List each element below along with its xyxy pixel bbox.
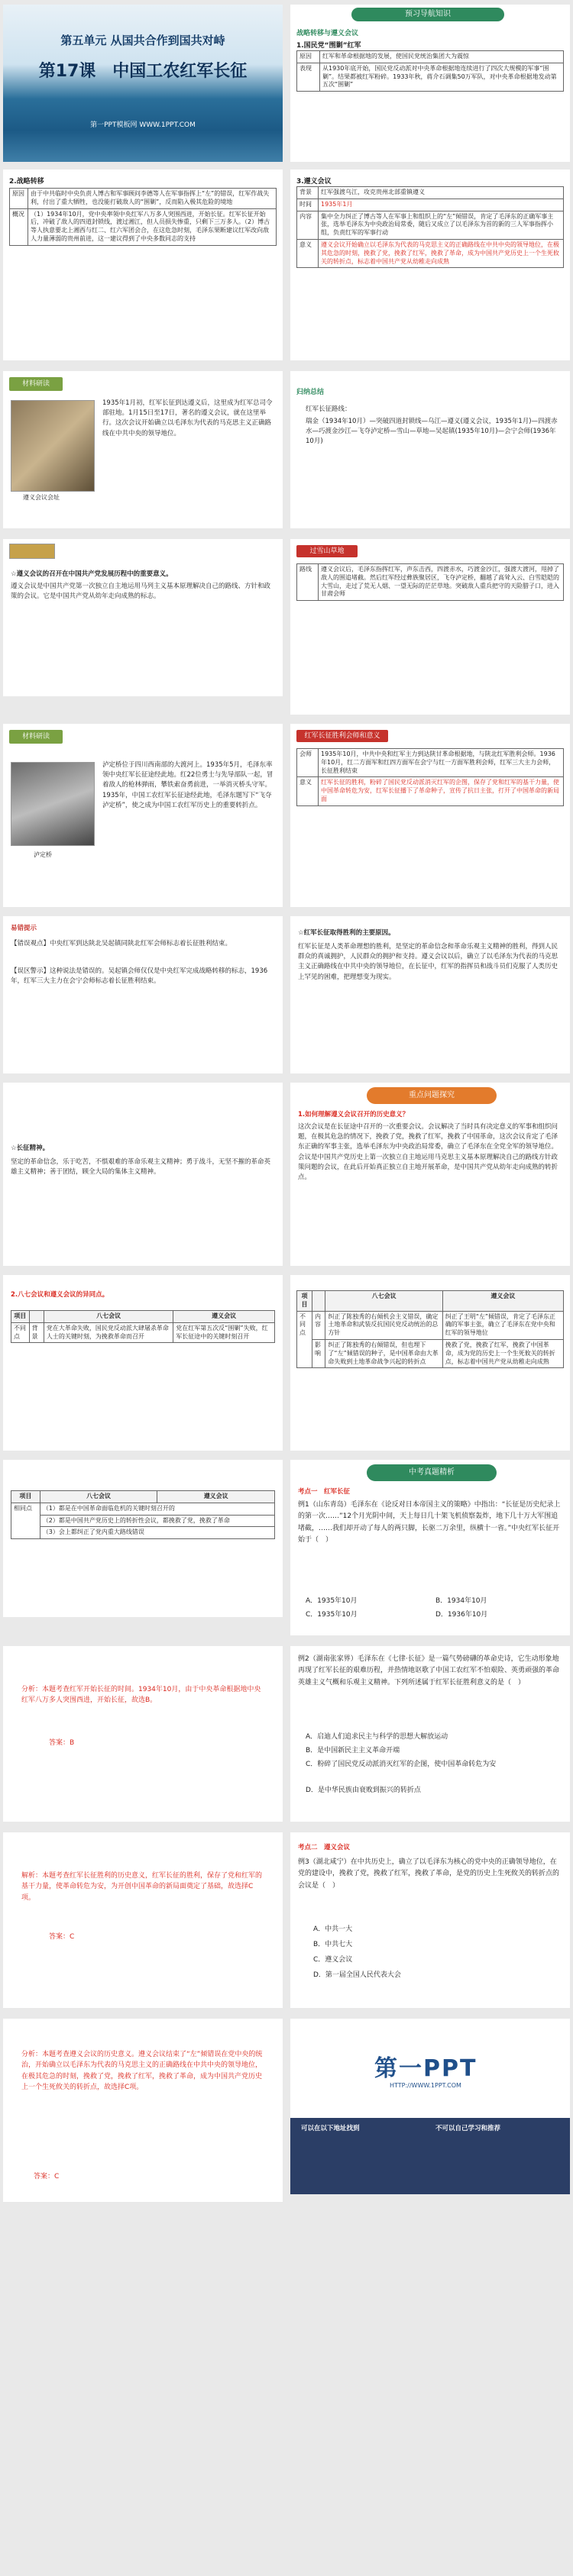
row-value: （1）1934年10月，党中央率领中央红军八万多人突围西进，开始长征。红军长征开始后，冲破了敌人的四道封锁线，渡过湘江，但人员损失惨重，只剩下三万多人。（2）博古等人执意要北上湘西与红二、红六军团会合，在这危急时刻，毛泽东果断建议红军改向敌人力量薄弱的贵州前进，这一建议得到了中央多数同志的支持 — [28, 208, 277, 245]
analysis: 分析：本题考查遵义会议的历史意义。遵义会议结束了“左”倾错误在党中央的统治，开始确立以毛泽东为代表的马克思主义的正确路线在中共中央的领导地位，在极其危急的时刻，挽救了党，挽救了红军，挽救了革命，成为中国共产党历史上一个生死攸关的转折点，故选择C项。 — [21, 2051, 263, 2092]
cell: （1）都是在中国革命面临危机的关键时刻召开的 — [40, 1503, 274, 1515]
paragraph: 坚定的革命信念，乐于吃苦，不惧艰难的革命乐观主义精神；勇于战斗，无坚不摧的革命英雄主义精神；善于团结，顾全大局的集体主义精神。 — [11, 1158, 271, 1177]
row-value: 从1930年底开始，国民党反动派对中央革命根据地连续进行了四次大规模的军事“围剿”。结果都被红军粉碎。1933年秋，蒋介石调集50万军队，对中央革命根据地发动第五次“围剿” — [320, 63, 564, 91]
cell: 党在红军第五次反“围剿”失败，红军长征途中的关键时刻召开 — [173, 1322, 275, 1343]
table — [296, 50, 564, 92]
col-header: 项目 — [11, 1491, 40, 1503]
col-header: 项目 — [11, 1311, 30, 1323]
col-header: 遵义会议 — [157, 1491, 275, 1503]
compare-table — [11, 1490, 275, 1539]
option: D．第一届全国人民代表大会 — [313, 1971, 401, 1979]
paragraph: 1935年1月初，红军长征到达遵义后，这里成为红军总司令部驻地。1月15日至17日，著名的遵义会议，就在这里举行。这次会议开始确立以毛泽东为代表的马克思主义正确路线在中共中央的领导地位。 — [102, 399, 273, 437]
unit-title: 第五单元 从国共合作到国共对峙 — [60, 34, 225, 47]
slide-heading: 2.战略转移 — [9, 178, 44, 186]
slide-exam-1 — [290, 1460, 570, 1635]
compare-table — [11, 1310, 275, 1343]
col-header: 遵义会议 — [173, 1311, 275, 1323]
row-value: 1935年1月 — [319, 199, 564, 211]
option: A．1935年10月 — [306, 1597, 358, 1605]
note-heading: ☆遵义会议的召开在中国共产党发展历程中的重要意义。 — [11, 570, 173, 578]
slide-meeting-victory — [290, 724, 570, 907]
col-header: 项目 — [297, 1291, 312, 1312]
paragraph: 遵义会议是中国共产党第一次独立自主地运用马列主义基本原理解决自己的路线、方针和政策的会议。它是中国共产党从幼年走向成熟的标志。 — [11, 583, 271, 601]
table — [9, 188, 277, 246]
row-label: 不同点 — [11, 1322, 30, 1343]
slide-exam-3 — [290, 1832, 570, 2008]
note-heading: ☆长征精神。 — [11, 1144, 50, 1152]
cell: （3）会上都纠正了党内重大路线错误 — [40, 1527, 274, 1539]
slide-compare-1 — [3, 1275, 283, 1451]
option: C．粉碎了国民党反动派消灭红军的企图，使中国革命转危为安 — [306, 1761, 497, 1768]
analysis: 解析：本题考查红军长征胜利的历史意义，红军长征的胜利，保存了党和红军的基干力量，使革命转危为安，为开创中国革命的新局面奠定了基础，故选择C项。 — [21, 1872, 263, 1902]
slide-reading-zunyi — [3, 371, 283, 528]
photo-caption: 泸定桥 — [34, 851, 52, 858]
col-header: 八七会议 — [44, 1311, 173, 1323]
route-text: 瑞金（1934年10月）—突破四道封锁线—乌江—遵义(遵义会议，1935年1月)—四渡赤水—巧渡金沙江—飞夺泸定桥—雪山—草地—吴起镇(1935年10月)—会宁会师(1936年10月) — [306, 418, 558, 446]
brand-logo: 第一PPT — [374, 2055, 478, 2082]
row-key: 概况 — [10, 208, 28, 245]
row-key: 内容 — [312, 1311, 325, 1339]
table — [296, 563, 564, 601]
table — [296, 186, 564, 268]
slide-answer-1 — [3, 1646, 283, 1822]
paragraph: 泸定桥位于四川西南部的大渡河上。1935年5月，毛泽东率领中央红军长征途经此地。红22位勇士与先导部队一起，冒着敌人的枪林弹雨，攀铁索奋勇前进，一举消灭桥头守军。1935年，中国工农红军长征途经此地，毛泽东题写下“飞夺泸定桥”，使之成为中国工农红军历史上的重要转折点。 — [102, 761, 274, 809]
row-key: 影响 — [312, 1339, 325, 1367]
cell: 纠正了陈独秀的右倾机会主义错误，确定土地革命和武装反抗国民党反动统治的总方针 — [325, 1311, 442, 1339]
option: C．1935年10月 — [306, 1611, 358, 1619]
option: B．1934年10月 — [435, 1597, 487, 1605]
row-value: 遵义会议开始确立以毛泽东为代表的马克思主义的正确路线在中共中央的领导地位，在极其危急的时刻，挽救了党，挽救了红军，挽救了革命，成为中国共产党历史上一个生死攸关的转折点，标志着中国共产党从幼稚走向成熟 — [319, 239, 564, 267]
slide-summary-route — [290, 371, 570, 528]
slide-subheading: 1.国民党“围剿”红军 — [296, 42, 361, 50]
col-header: 八七会议 — [40, 1491, 157, 1503]
watermark: 第一PPT模板网 WWW.1PPT.COM — [90, 121, 196, 129]
option: D．1936年10月 — [435, 1611, 488, 1619]
row-key: 时间 — [297, 199, 319, 211]
row-value: 由于中共临时中央负责人博古和军事顾问李德等人在军事指挥上“左”的错误，红军作战失利，付出了重大牺牲，也没能打破敌人的“围剿”，反而陷入极其危险的境地 — [28, 189, 277, 209]
option: C．遵义会议 — [313, 1956, 353, 1964]
col-header: 八七会议 — [325, 1291, 442, 1312]
question: 2.八七会议和遵义会议的异同点。 — [11, 1291, 109, 1299]
cell: 纠正了王明“左”倾错误，肯定了毛泽东正确的军事主张，确立了毛泽东在党中央和红军的领导地位 — [442, 1311, 563, 1339]
slide-zunyi — [290, 169, 570, 360]
note-heading: ☆红军长征取得胜利的主要原因。 — [298, 929, 395, 937]
topic-heading: 考点一 红军长征 — [298, 1488, 351, 1496]
subheading: 红军长征路线： — [306, 405, 351, 413]
slide-war-retreat — [290, 5, 570, 162]
col-header: 遵义会议 — [442, 1291, 563, 1312]
zunyi-site-photo — [11, 400, 95, 492]
slide-heading: 归纳总结 — [296, 389, 325, 396]
warning-text: 【误区警示】这种说法是错误的。吴起镇会师仅仅是中央红军完成战略转移的标志，1936年，红军三大主力在会宁会师标志着长征胜利结束。 — [11, 967, 268, 986]
slide-zunyi-significance — [3, 539, 283, 696]
slide-heading: 战略转移与遵义会议 — [296, 30, 359, 37]
slide-answer-2 — [3, 1832, 283, 2008]
slide-heading: 3.遵义会议 — [296, 178, 332, 186]
question: 1.如何理解遵义会议召开的历史意义？ — [298, 1111, 410, 1119]
row-label: 不同点 — [297, 1311, 312, 1368]
row-value: 红军和革命根据地的发展，使国民党统治集团大为震惊 — [320, 51, 564, 63]
row-key: 会师 — [297, 749, 319, 777]
row-key: 表现 — [297, 63, 320, 91]
row-key: 原因 — [10, 189, 28, 209]
section-tag: 过雪山草地 — [296, 545, 358, 557]
row-key: 路线 — [297, 564, 319, 601]
row-value: 集中全力纠正了博古等人在军事上和组织上的“左”倾错误，肯定了毛泽东的正确军事主张，选举毛泽东为中央政治局常委，随后又成立了以毛泽东为首的新的三人军事指挥小组，负责红军的军事行动 — [319, 211, 564, 239]
analysis: 分析：本题考查红军开始长征的时间。1934年10月，由于中央革命根据地中央红军八万多人突围西进，开始长征，故选B。 — [21, 1686, 261, 1705]
row-key: 内容 — [297, 211, 319, 239]
slide-answer-3 — [3, 2019, 283, 2202]
question: 例1（山东青岛）毛泽东在《论反对日本帝国主义的策略》中指出：“长征是历史纪录上的第一次……”12个月光阴中间，天上每日几十架飞机侦察轰炸，地下几十万大军围追堵截，……我们却开动了每人的两只脚，长驱二万余里，纵横十一省。”中央红军长征开始于（ ） — [298, 1501, 561, 1544]
row-key: 原因 — [297, 51, 320, 63]
row-key: 背景 — [297, 187, 319, 199]
row-key: 背景 — [29, 1322, 44, 1343]
compare-table — [296, 1290, 564, 1368]
section-tag: 红军长征胜利会师和意义 — [296, 730, 388, 742]
question: 例3（湖北咸宁）在中共历史上，确立了以毛泽东为核心的党中央的正确领导地位，在党的建设中，挽救了党，挽救了红军，挽救了革命，是党的历史上生死攸关的转折点的会议是（ ） — [298, 1858, 560, 1890]
slide-snow-grass — [290, 539, 570, 715]
footer-col-1: 可以在以下地址找到 — [301, 2125, 360, 2132]
section-banner: 重点问题探究 — [367, 1087, 497, 1104]
cell: （2）都是中国共产党历史上的转折性会议，都挽救了党，挽救了革命 — [40, 1515, 274, 1527]
slide-cover — [3, 5, 283, 162]
cell: 党在大革命失败，国民党反动派大肆屠杀革命人士的关键时刻，为挽救革命而召开 — [44, 1322, 173, 1343]
luding-bridge-photo — [11, 762, 95, 846]
section-badge: 预习导航知识 — [351, 8, 504, 21]
answer: 答案：B — [49, 1739, 75, 1747]
section-tag: 易错提示 — [11, 925, 37, 932]
option: B．是中国新民主主义革命开端 — [306, 1747, 400, 1754]
slide-error-tip — [3, 916, 283, 1073]
paragraph: 红军长征是人类革命理想的胜利，是坚定的革命信念和革命乐观主义精神的胜利，得到人民群众的真诚拥护，人民群众的拥护和支持。遵义会议以后，确立了以毛泽东为代表的马克思主义正确路线在中共中央的领导地位，在长征中，红军的指挥员和战斗员们克服了人类历史上罕见的困难，把理想变为现实。 — [298, 943, 558, 981]
cell: 挽救了党，挽救了红军，挽救了中国革命，成为党的历史上一个生死攸关的转折点，标志着中国共产党从幼稚走向成熟 — [442, 1339, 563, 1367]
footer-col-2: 不可以自己学习和推荐 — [435, 2125, 501, 2132]
table — [296, 748, 564, 806]
slide-long-march-spirit — [3, 1083, 283, 1266]
decor-icon — [9, 544, 55, 559]
option: A．启迪人们追求民主与科学的思想大解放运动 — [306, 1733, 448, 1741]
lesson-title: 第17课 中国工农红军长征 — [38, 62, 248, 81]
paragraph: 这次会议是在长征途中召开的一次重要会议。会议解决了当时具有决定意义的军事和组织问题，在极其危急的情况下，挽救了党，挽救了红军，挽救了中国革命，这次会议肯定了毛泽东正确的军事主张，选举毛泽东为中央政治局常委，确立了毛泽东在全党全军的领导地位。会议是中国共产党历史上第一次独立自主地运用马克思主义基本原理解决自己的路线方针政策问题的会议，在此后开始真正独立自主地开展革命，是中国共产党从幼年走向成熟的转折点。 — [298, 1123, 558, 1181]
wrong-view: 【错误观点】中央红军到达陕北吴起镇同陕北红军会师标志着长征胜利结束。 — [11, 940, 232, 947]
answer: 答案：C — [49, 1933, 75, 1941]
section-banner: 中考真题精析 — [367, 1464, 497, 1481]
row-value: 红军长征的胜利，粉碎了国民党反动派消灭红军的企图，保存了党和红军的基干力量，使中国革命转危为安，红军长征播下了革命种子，宣传了抗日主张，打开了中国革命的新局面 — [319, 777, 564, 805]
slide-strategic-transfer — [3, 169, 283, 360]
slide-exam-2 — [290, 1646, 570, 1822]
row-value: 红军强渡乌江，攻克贵州北部重镇遵义 — [319, 187, 564, 199]
row-value: 1935年10月，中共中央和红军主力到达陕甘革命根据地，与陕北红军胜利会师。1936年10月，红二方面军和红四方面军在会宁与红一方面军胜利会师，红军三大主力会师，长征胜利结束 — [319, 749, 564, 777]
row-key: 意义 — [297, 777, 319, 805]
cell: 纠正了陈独秀的右倾错误，但也埋下了“左”倾错误的种子，是中国革命由大革命失败到土地革命战争兴起的转折点 — [325, 1339, 442, 1367]
option: B．中共七大 — [313, 1941, 353, 1948]
slide-compare-3 — [3, 1460, 283, 1617]
answer: 答案：C — [34, 2173, 60, 2181]
slide-luding — [3, 724, 283, 907]
section-tag: 材料研读 — [9, 730, 63, 744]
footer-panel — [290, 2118, 570, 2194]
row-key: 意义 — [297, 239, 319, 267]
slide-key-issue — [290, 1083, 570, 1266]
row-value: 遵义会议后，毛泽东指挥红军，声东击西，四渡赤水，巧渡金沙江，强渡大渡河，甩掉了敌人的围追堵截。然后红军经过彝族聚居区，飞夺泸定桥，翻越了高耸入云、白雪皑皑的大雪山，走过了荒无人烟、一望无际的茫茫草地。突破敌人重兵把守的天险腊子口，进入甘肃会师 — [319, 564, 564, 601]
section-tag: 材料研读 — [9, 377, 63, 391]
slide-compare-2 — [290, 1275, 570, 1451]
topic-heading: 考点二 遵义会议 — [298, 1844, 351, 1851]
option: D．是中华民族由衰败到振兴的转折点 — [306, 1787, 421, 1794]
slide-victory-reasons — [290, 916, 570, 1073]
option: A．中共一大 — [313, 1926, 353, 1933]
row-label: 相同点 — [11, 1503, 40, 1538]
slide-logo — [290, 2019, 570, 2194]
question: 例2（湖南张家界）毛泽东在《七律·长征》是一篇气势磅礴的革命史诗，它生动形象地再现了红军长征的艰难历程，并热情地讴歌了中国工农红军不怕艰险、英勇顽强的革命英雄主义气概和乐观主义精神。下列所述属于红军长征胜利意义的是（ ） — [298, 1655, 560, 1687]
brand-url: HTTP://WWW.1PPT.COM — [390, 2082, 461, 2089]
photo-caption: 遵义会议会址 — [23, 494, 60, 501]
